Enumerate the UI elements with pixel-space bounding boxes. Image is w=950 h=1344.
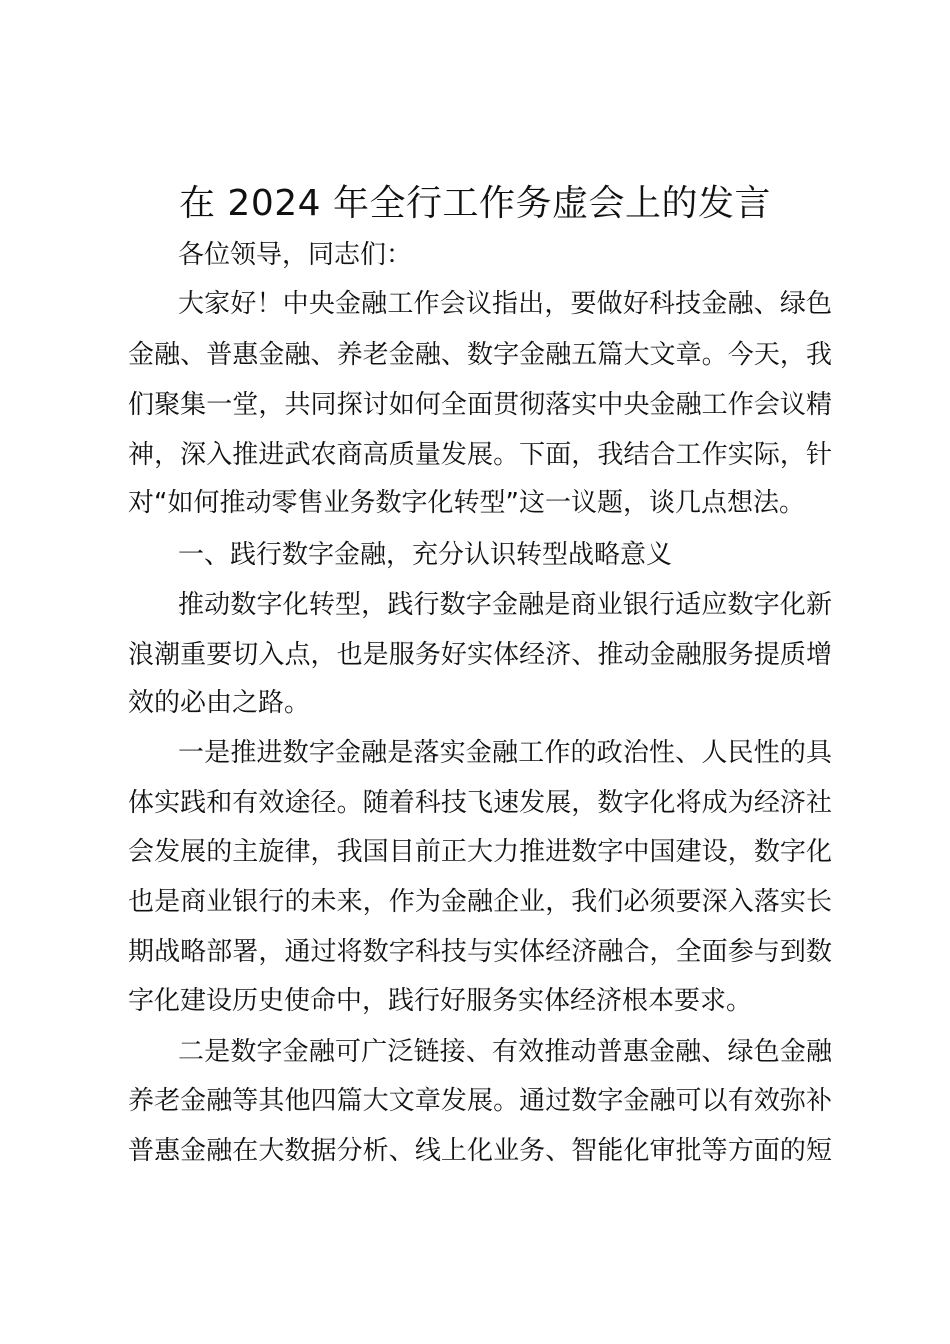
paragraph-line: 推动数字化转型，践行数字金融是商业银行适应数字化新	[178, 590, 832, 620]
paragraph-line: 二是数字金融可广泛链接、有效推动普惠金融、绿色金融	[178, 1037, 832, 1067]
paragraph-line: 也是商业银行的未来，作为金融企业，我们必须要深入落实长	[128, 887, 832, 917]
paragraph-line: 体实践和有效途径。随着科技飞速发展，数字化将成为经济社	[128, 788, 832, 818]
paragraph-line: 期战略部署，通过将数字科技与实体经济融合，全面参与到数	[128, 937, 832, 967]
paragraph-line: 神，深入推进武农商高质量发展。下面，我结合工作实际，针	[128, 440, 832, 470]
paragraph-line: 金融、普惠金融、养老金融、数字金融五篇大文章。今天，我	[128, 340, 832, 370]
paragraph-line: 大家好！中央金融工作会议指出，要做好科技金融、绿色	[178, 289, 832, 319]
paragraph-line: 对“如何推动零售业务数字化转型”这一议题，谈几点想法。	[128, 488, 805, 518]
paragraph-line: 养老金融等其他四篇大文章发展。通过数字金融可以有效弥补	[128, 1086, 832, 1116]
paragraph-line: 浪潮重要切入点，也是服务好实体经济、推动金融服务提质增	[128, 640, 832, 670]
paragraph-line: 们聚集一堂，共同探讨如何全面贯彻落实中央金融工作会议精	[128, 390, 832, 420]
paragraph-line: 效的必由之路。	[128, 688, 311, 718]
paragraph-line: 字化建设历史使命中，践行好服务实体经济根本要求。	[128, 986, 753, 1016]
paragraph-line: 普惠金融在大数据分析、线上化业务、智能化审批等方面的短	[128, 1136, 832, 1166]
section-heading: 一、践行数字金融，充分认识转型战略意义	[178, 540, 673, 570]
paragraph-line: 一是推进数字金融是落实金融工作的政治性、人民性的具	[178, 738, 832, 768]
document-title: 在 2024 年全行工作务虚会上的发言	[178, 183, 771, 224]
paragraph-line: 会发展的主旋律，我国目前正大力推进数字中国建设，数字化	[128, 837, 832, 867]
salutation: 各位领导，同志们：	[178, 240, 413, 270]
